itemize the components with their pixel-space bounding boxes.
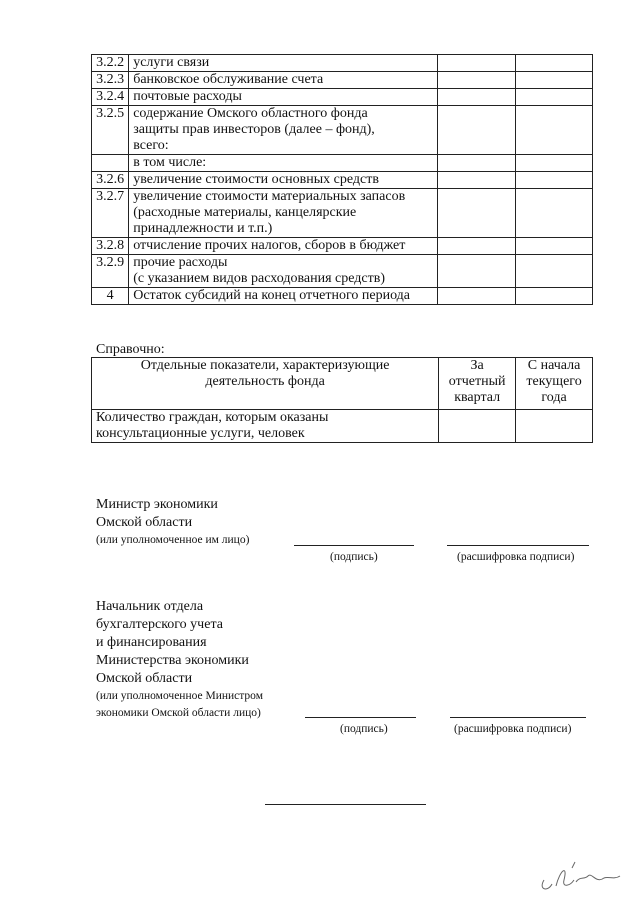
table-row bbox=[92, 55, 593, 72]
header-year bbox=[516, 358, 593, 410]
row-number: 3.2.2 bbox=[92, 55, 129, 72]
row-number: 3.2.7 bbox=[92, 189, 129, 238]
header-indicators bbox=[92, 358, 439, 410]
signer-title: Министр экономики bbox=[96, 497, 218, 512]
row-description-line: (с указанием видов расходования средств) bbox=[133, 271, 385, 286]
row-description-line: банковское обслуживание счета bbox=[133, 72, 324, 87]
header-text: отчетный bbox=[448, 374, 506, 389]
row-value-quarter bbox=[438, 155, 515, 172]
row-value-quarter bbox=[438, 288, 515, 305]
row-value-year bbox=[515, 55, 592, 72]
row-description-line: увеличение стоимости основных средств bbox=[133, 172, 379, 187]
row-value-quarter bbox=[438, 172, 515, 189]
expense-table bbox=[91, 54, 593, 305]
header-text: квартал bbox=[454, 390, 501, 405]
row-description bbox=[129, 106, 438, 155]
indicators-table bbox=[91, 357, 593, 443]
table-row bbox=[92, 238, 593, 255]
row-value-year bbox=[515, 155, 592, 172]
row-value-quarter bbox=[438, 89, 515, 106]
row-number bbox=[92, 155, 129, 172]
bottom-rule bbox=[265, 804, 426, 805]
row-description bbox=[129, 72, 438, 89]
row-description-line: содержание Омского областного фонда bbox=[133, 106, 368, 121]
signer-note: экономики Омской области лицо) bbox=[96, 707, 261, 719]
signer-note: (или уполномоченное им лицо) bbox=[96, 534, 250, 546]
indicator-description bbox=[92, 410, 439, 443]
row-description bbox=[129, 55, 438, 72]
header-text: За bbox=[470, 358, 484, 373]
table-row bbox=[92, 288, 593, 305]
row-value-quarter bbox=[438, 106, 515, 155]
row-description-line: увеличение стоимости материальных запасов bbox=[133, 189, 406, 204]
signer-title: Омской области bbox=[96, 671, 193, 686]
signature-line-minister bbox=[294, 545, 414, 546]
row-value-quarter bbox=[438, 72, 515, 89]
row-number: 3.2.9 bbox=[92, 255, 129, 288]
signer-title: Министерства экономики bbox=[96, 653, 249, 668]
row-description-line: принадлежности и т.п.) bbox=[133, 221, 273, 236]
row-number: 3.2.3 bbox=[92, 72, 129, 89]
indicators-header-row bbox=[92, 358, 593, 410]
header-text: С начала bbox=[527, 358, 581, 373]
row-description-line: в том числе: bbox=[133, 155, 207, 170]
row-description-line: отчисление прочих налогов, сборов в бюджет bbox=[133, 238, 406, 253]
row-description-line: (расходные материалы, канцелярские bbox=[133, 205, 357, 220]
row-description bbox=[129, 89, 438, 106]
table-row bbox=[92, 106, 593, 155]
table-row bbox=[92, 72, 593, 89]
header-text: года bbox=[541, 390, 567, 405]
row-value-year bbox=[515, 106, 592, 155]
table-row bbox=[92, 172, 593, 189]
row-value-year bbox=[515, 89, 592, 106]
row-number: 4 bbox=[92, 288, 129, 305]
indicator-quarter-value bbox=[439, 410, 516, 443]
header-text: текущего bbox=[526, 374, 582, 389]
signer-title: бухгалтерского учета bbox=[96, 617, 223, 632]
row-value-quarter bbox=[438, 238, 515, 255]
row-number: 3.2.6 bbox=[92, 172, 129, 189]
reference-label: Справочно: bbox=[96, 342, 165, 357]
row-description-line: услуги связи bbox=[133, 55, 210, 70]
row-description bbox=[129, 288, 438, 305]
row-value-year bbox=[515, 172, 592, 189]
indicator-text: Количество граждан, которым оказаны bbox=[96, 410, 329, 425]
header-quarter bbox=[439, 358, 516, 410]
decode-caption: (расшифровка подписи) bbox=[454, 723, 572, 735]
handwritten-signature bbox=[534, 850, 624, 895]
indicators-row bbox=[92, 410, 593, 443]
signature-line-accountant bbox=[305, 717, 416, 718]
signature-block-accountant bbox=[96, 598, 263, 722]
row-description-line: Остаток субсидий на конец отчетного периода bbox=[133, 288, 411, 303]
row-number: 3.2.8 bbox=[92, 238, 129, 255]
row-value-quarter bbox=[438, 55, 515, 72]
row-description bbox=[129, 255, 438, 288]
indicator-year-value bbox=[516, 410, 593, 443]
decode-line-accountant bbox=[450, 717, 586, 718]
row-description bbox=[129, 155, 438, 172]
row-description-line: почтовые расходы bbox=[133, 89, 242, 104]
row-description-line: защиты прав инвесторов (далее – фонд), bbox=[133, 122, 375, 137]
row-value-year bbox=[515, 189, 592, 238]
signer-title: Начальник отдела bbox=[96, 599, 204, 614]
row-value-quarter bbox=[438, 189, 515, 238]
signer-title: Омской области bbox=[96, 515, 193, 530]
signer-title: и финансирования bbox=[96, 635, 207, 650]
table-row bbox=[92, 189, 593, 238]
table-row bbox=[92, 89, 593, 106]
signature-caption: (подпись) bbox=[340, 723, 388, 735]
row-value-year bbox=[515, 72, 592, 89]
row-description-line: прочие расходы bbox=[133, 255, 228, 270]
header-text: деятельность фонда bbox=[205, 374, 325, 389]
decode-line-minister bbox=[447, 545, 589, 546]
decode-caption: (расшифровка подписи) bbox=[457, 551, 575, 563]
row-description-line: всего: bbox=[133, 138, 169, 153]
signer-note: (или уполномоченное Министром bbox=[96, 690, 263, 702]
row-description bbox=[129, 238, 438, 255]
header-text: Отдельные показатели, характеризующие bbox=[140, 358, 390, 373]
indicator-text: консультационные услуги, человек bbox=[96, 426, 305, 441]
row-number: 3.2.4 bbox=[92, 89, 129, 106]
table-row bbox=[92, 155, 593, 172]
table-row bbox=[92, 255, 593, 288]
row-description bbox=[129, 172, 438, 189]
row-number: 3.2.5 bbox=[92, 106, 129, 155]
signature-block-minister bbox=[96, 496, 249, 549]
row-value-year bbox=[515, 238, 592, 255]
row-value-year bbox=[515, 255, 592, 288]
signature-caption: (подпись) bbox=[330, 551, 378, 563]
row-description bbox=[129, 189, 438, 238]
row-value-year bbox=[515, 288, 592, 305]
row-value-quarter bbox=[438, 255, 515, 288]
